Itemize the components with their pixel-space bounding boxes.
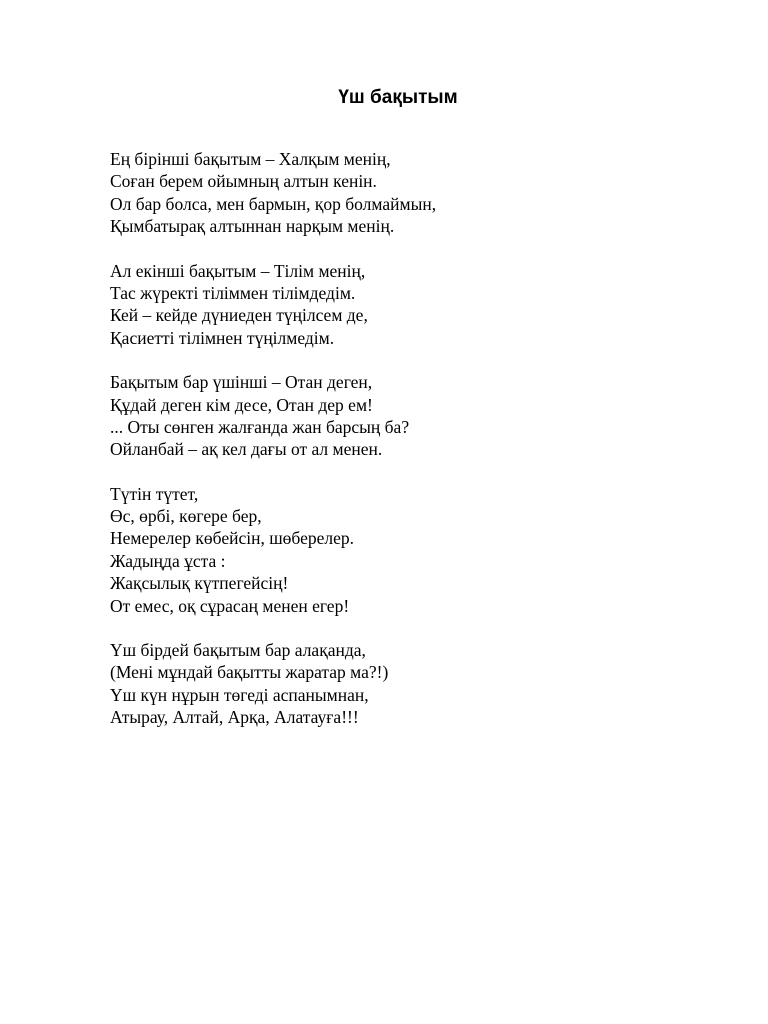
poem-line: От емес, оқ сұрасаң менен егер!	[110, 595, 350, 616]
poem-line: Кей – кейде дүниеден түңілсем де,	[110, 305, 368, 326]
poem-line: Ойланбай – ақ кел дағы от ал менен.	[110, 439, 383, 460]
stanza-2	[110, 260, 710, 350]
poem-line: Құдай деген кім десе, Отан дер ем!	[110, 394, 373, 415]
poem-line: Атырау, Алтай, Арқа, Алатауға!!!	[110, 707, 359, 728]
poem-line: Қасиетті тілімнен түңілмедім.	[110, 327, 335, 348]
poem-line: (Мені мұндай бақытты жаратар ма?!)	[110, 662, 389, 683]
stanza-3	[110, 371, 710, 461]
poem-line: Түтін түтет,	[110, 483, 199, 504]
poem-title: Үш бақытым	[338, 87, 458, 108]
poem-line: Қымбатырақ алтыннан нарқым менің.	[110, 216, 395, 237]
poem-line: Үш күн нұрын төгеді аспанымнан,	[110, 684, 369, 705]
poem-line: Ал екінші бақытым – Тілім менің,	[110, 260, 366, 281]
poem-line: Үш бірдей бақытым бар алақанда,	[110, 640, 366, 661]
poem-line: Жақсылық күтпегейсің!	[110, 573, 289, 594]
poem-line: Немерелер көбейсін, шөберелер.	[110, 528, 355, 549]
poem-line: ... Оты сөнген жалғанда жан барсың ба?	[110, 416, 410, 437]
poem-line: Соған берем ойымның алтын кенін.	[110, 171, 377, 192]
poem-line: Бақытым бар үшінші – Отан деген,	[110, 372, 373, 393]
poem-line: Ол бар болса, мен бармын, қор болмаймын,	[110, 193, 437, 214]
stanza-1	[110, 148, 710, 238]
poem-line: Өс, өрбі, көгере бер,	[110, 506, 262, 527]
stanza-4	[110, 483, 710, 617]
stanza-5	[110, 639, 710, 729]
poem-line: Ең бірінші бақытым – Халқым менің,	[110, 149, 391, 169]
poem-body	[110, 148, 710, 751]
poem-line: Тас жүректі тіліммен тілімдедім.	[110, 282, 356, 303]
poem-line: Жадыңда ұста :	[110, 550, 226, 571]
